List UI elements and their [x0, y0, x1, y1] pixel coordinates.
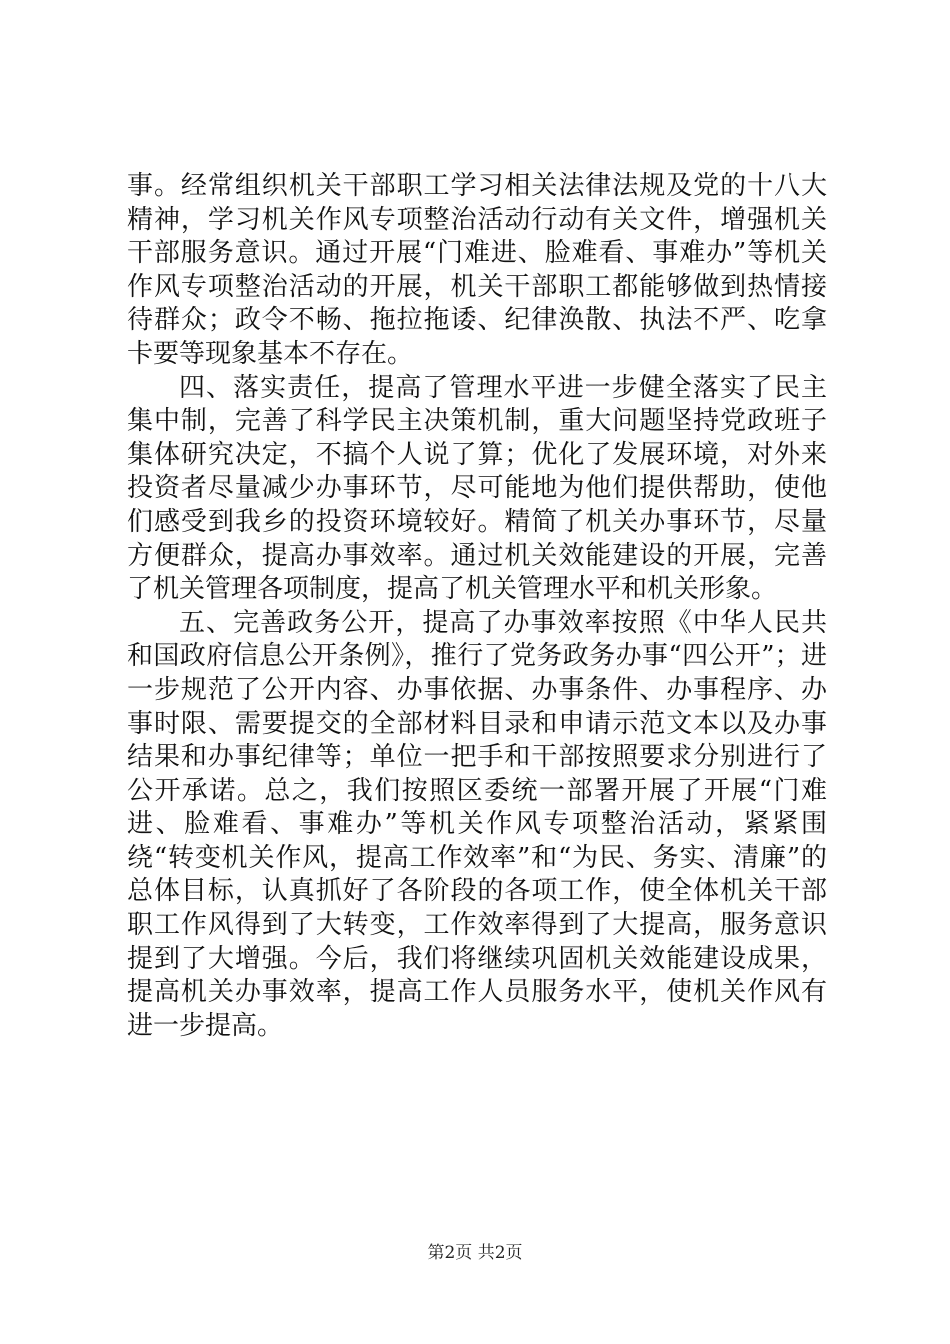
- paragraph-continuation: 事。经常组织机关干部职工学习相关法律法规及党的十八大精神，学习机关作风专项整治活动行动有关文件，增强机关干部服务意识。通过开展“门难进、脸难看、事难办”等机关作风专项整治活动的开展，机关干部职工都能够做到热情接待群众；政令不畅、拖拉拖诿、纪律涣散、执法不严、吃拿卡要等现象基本不存在。: [127, 171, 827, 369]
- page-number-label: 第2页 共2页: [427, 1243, 523, 1263]
- document-body: [127, 170, 827, 1043]
- paragraph-section-four: 四、落实责任，提高了管理水平进一步健全落实了民主集中制，完善了科学民主决策机制，重大问题坚持党政班子集体研究决定，不搞个人说了算；优化了发展环境，对外来投资者尽量减少办事环节，尽可能地为他们提供帮助，使他们感受到我乡的投资环境较好。精简了机关办事环节，尽量方便群众，提高办事效率。通过机关效能建设的开展，完善了机关管理各项制度，提高了机关管理水平和机关形象。: [127, 372, 827, 605]
- page-footer: [0, 1242, 950, 1264]
- paragraph-section-five: 五、完善政务公开，提高了办事效率按照《中华人民共和国政府信息公开条例》，推行了党务政务办事“四公开”；进一步规范了公开内容、办事依据、办事条件、办事程序、办事时限、需要提交的全部材料目录和申请示范文本以及办事结果和办事纪律等；单位一把手和干部按照要求分别进行了公开承诺。总之，我们按照区委统一部署开展了开展“门难进、脸难看、事难办”等机关作风专项整治活动，紧紧围绕“转变机关作风，提高工作效率”和“为民、务实、清廉”的总体目标，认真抓好了各阶段的各项工作，使全体机关干部职工作风得到了大转变，工作效率得到了大提高，服务意识提到了大增强。今后，我们将继续巩固机关效能建设成果，提高机关办事效率，提高工作人员服务水平，使机关作风有进一步提高。: [127, 607, 827, 1041]
